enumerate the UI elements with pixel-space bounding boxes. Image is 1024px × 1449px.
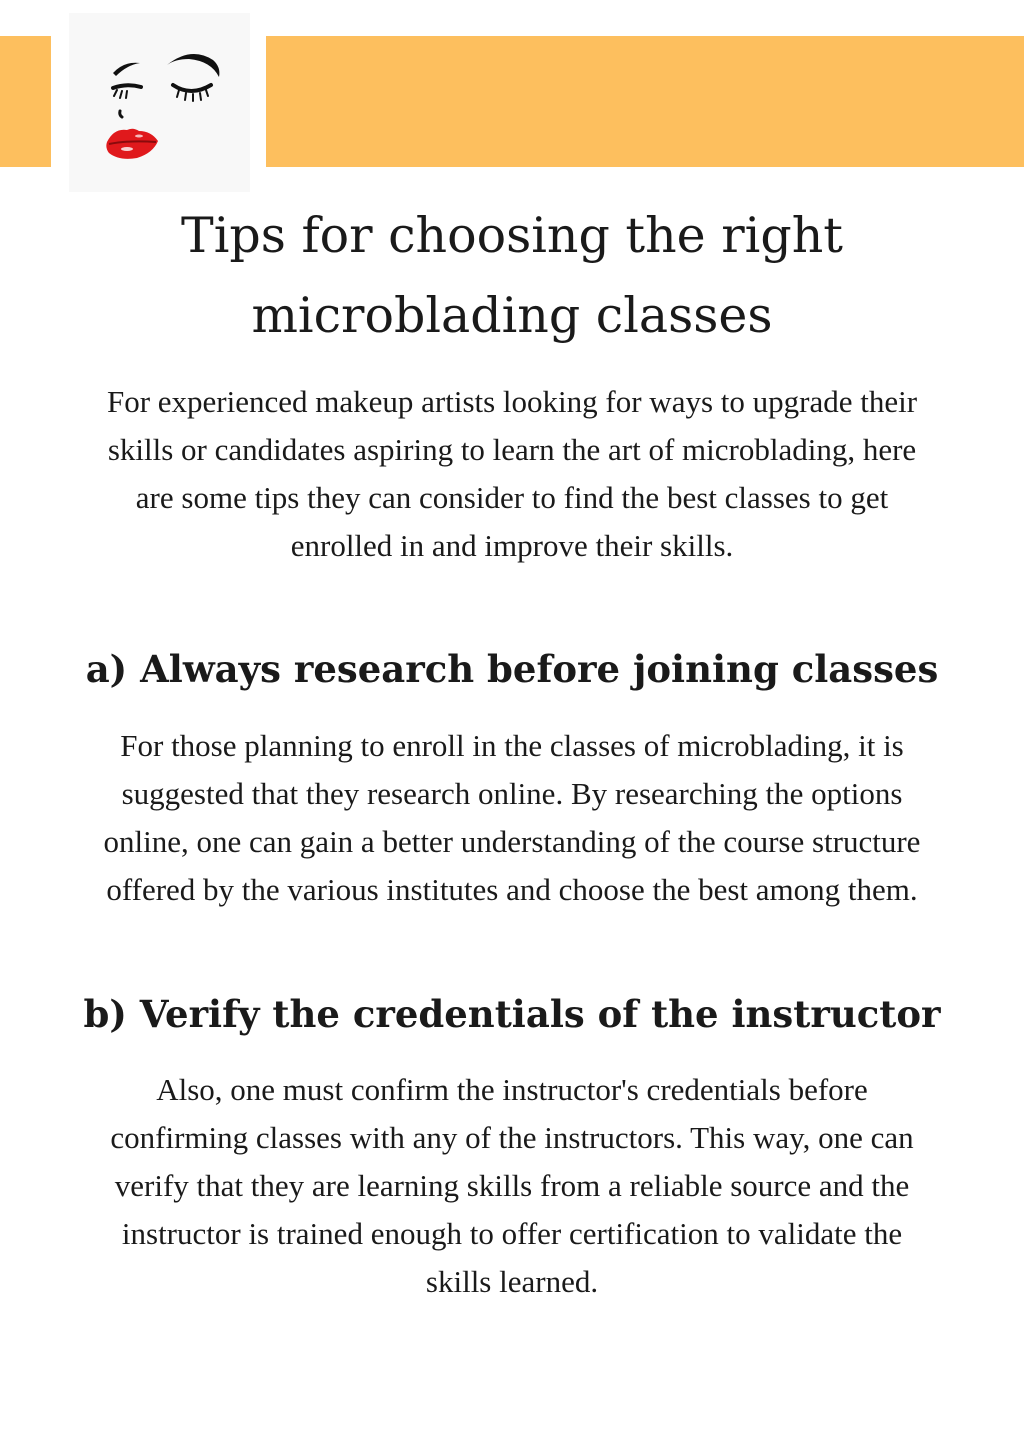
section-body-b: Also, one must confirm the instructor's credentials before confirming classes with any of the instructors. This way, one can verify that they are learning skills from a reliable source and the instructor is trained enough to offer certification to validate the skills learned. [110, 1072, 914, 1299]
section-heading-b: b) Verify the credentials of the instructor [83, 992, 941, 1036]
header-accent-bar-right [266, 36, 1024, 167]
page-title-line-1: Tips for choosing the right [181, 207, 843, 264]
section-heading-a: a) Always research before joining classes [85, 647, 939, 691]
intro-paragraph: For experienced makeup artists looking for ways to upgrade their skills or candidates aspiring to learn the art of microblading, here are some tips they can consider to find the best classes to get enrolled in and improve their skills. [106, 384, 918, 563]
header-accent-bar-left [0, 36, 51, 167]
section-body-a: For those planning to enroll in the classes of microblading, it is suggested that they research online. By researching the options online, one can gain a better understanding of the course structure offered by the various institutes and choose the best among them. [103, 728, 921, 907]
logo [69, 13, 250, 192]
page-title [0, 196, 1024, 356]
face-lips-logo-icon [69, 13, 250, 192]
page-title-line-2: microblading classes [251, 287, 773, 344]
